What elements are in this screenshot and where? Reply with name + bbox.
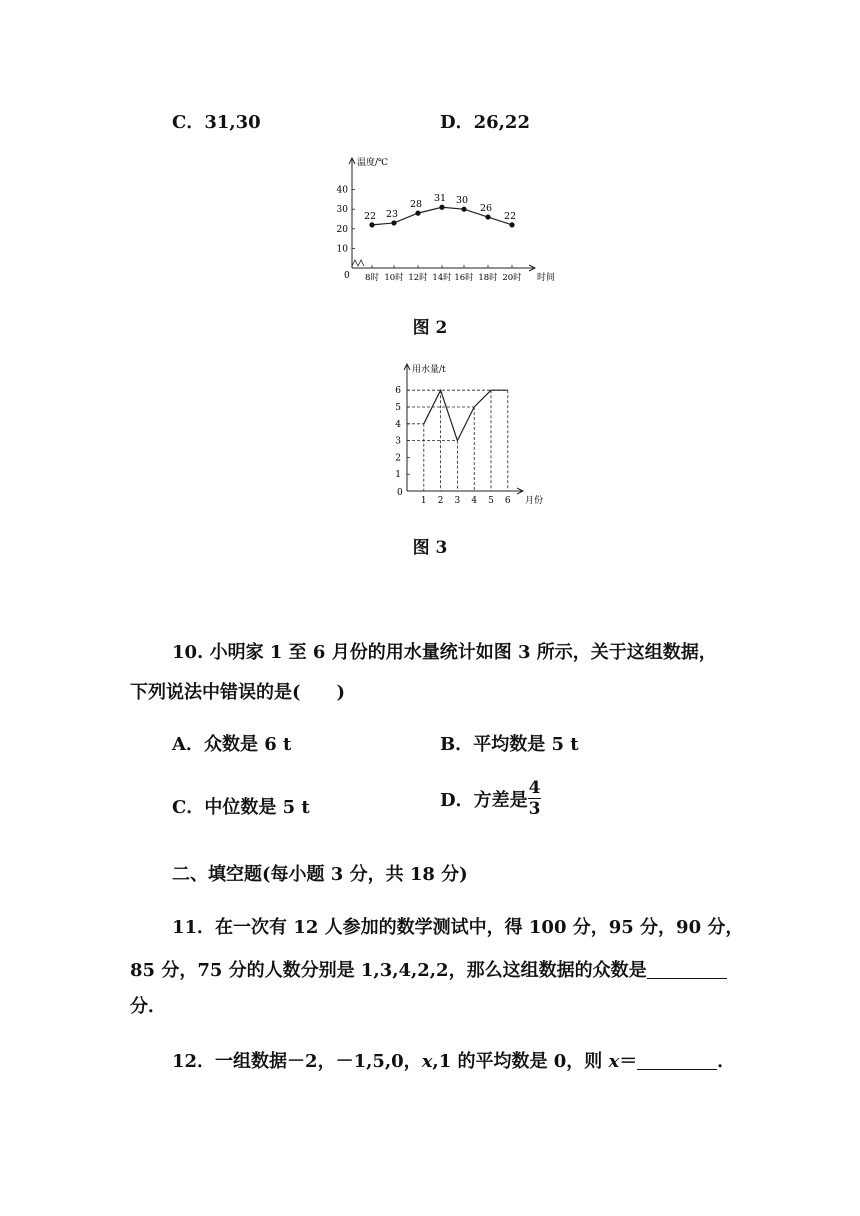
fraction-numerator: 4 <box>528 778 541 798</box>
x-tick-label: 20时 <box>502 273 522 283</box>
fraction-4-3 <box>528 780 542 818</box>
data-label: 22 <box>363 210 377 222</box>
data-label: 28 <box>409 199 423 211</box>
answer-blank-12[interactable] <box>637 1051 717 1070</box>
question-12 <box>172 1047 735 1073</box>
water-usage-chart <box>385 358 565 508</box>
question-11-line1: 11．在一次有 12 人参加的数学测试中，得 100 分，95 分，90 分， <box>172 917 744 938</box>
data-point <box>391 220 396 225</box>
q12-middle: ,1 的平均数是 0，则 <box>432 1051 609 1072</box>
x-tick-label: 18时 <box>478 273 498 283</box>
data-point <box>485 214 490 219</box>
q12-prefix: 12．一组数据－2，－1,5,0， <box>172 1051 422 1072</box>
data-label: 30 <box>455 195 469 207</box>
var-x: x <box>421 1051 433 1072</box>
axis-break-mark <box>352 260 364 266</box>
data-point <box>439 205 444 210</box>
q10-option-a: A．众数是 6 t <box>172 734 292 755</box>
q10-option-d <box>440 780 541 818</box>
x-tick-label: 16时 <box>454 273 474 283</box>
water-usage-series-line <box>424 390 508 440</box>
x-tick-label: 5 <box>488 496 494 506</box>
y-tick-label: 2 <box>395 453 401 464</box>
option-c: C．31,30 <box>172 112 261 133</box>
x-axis-label: 月份 <box>525 496 544 506</box>
var-x-2: x <box>608 1051 620 1072</box>
y-axis-label: 用水量/t <box>412 365 446 375</box>
origin-label: 0 <box>397 488 403 498</box>
fraction-denominator: 3 <box>528 799 541 819</box>
question-10-line2: 下列说法中错误的是( ) <box>130 682 346 703</box>
option-d: D．26,22 <box>440 112 530 133</box>
x-tick-label: 8时 <box>365 273 379 283</box>
y-tick-label: 40 <box>336 185 348 196</box>
question-11-line3: 分． <box>130 996 166 1017</box>
y-tick-label: 1 <box>395 470 401 481</box>
y-tick-label: 30 <box>336 205 348 216</box>
q10-option-b: B．平均数是 5 t <box>440 734 579 755</box>
y-tick-label: 5 <box>395 403 401 413</box>
data-point <box>369 222 374 227</box>
x-axis-label: 时间 <box>537 273 556 283</box>
data-label: 26 <box>479 203 493 215</box>
temperature-chart <box>330 150 590 290</box>
x-tick-label: 4 <box>471 496 478 506</box>
data-label: 31 <box>433 193 447 205</box>
data-point <box>461 207 466 212</box>
question-10-line1: 10. 小明家 1 至 6 月份的用水量统计如图 3 所示，关于这组数据， <box>172 642 717 663</box>
x-tick-label: 10时 <box>384 273 404 283</box>
x-tick-label: 2 <box>437 496 444 506</box>
x-tick-label: 3 <box>454 496 461 506</box>
data-point <box>415 211 420 216</box>
question-11-line2-text: 85 分，75 分的人数分别是 1,3,4,2,2，那么这组数据的众数是 <box>130 960 647 981</box>
x-tick-label: 12时 <box>408 273 428 283</box>
y-tick-label: 10 <box>336 244 348 255</box>
y-axis-label: 温度/℃ <box>357 158 389 168</box>
x-tick-label: 14时 <box>432 273 452 283</box>
q12-end: ． <box>717 1051 736 1072</box>
q10-option-c: C．中位数是 5 t <box>172 797 310 818</box>
y-tick-label: 3 <box>395 436 401 447</box>
y-tick-label: 6 <box>395 386 401 397</box>
data-label: 22 <box>503 210 517 222</box>
x-tick-label: 6 <box>504 496 511 506</box>
data-label: 23 <box>385 208 399 220</box>
equals-sign: ＝ <box>619 1051 638 1072</box>
x-tick-label: 1 <box>420 496 427 506</box>
answer-blank-11[interactable] <box>647 960 727 979</box>
section-title: 二、填空题(每小题 3 分，共 18 分) <box>172 864 468 885</box>
y-tick-label: 20 <box>336 224 348 235</box>
origin-label: 0 <box>344 271 350 281</box>
figure-3-caption: 图 3 <box>412 538 448 558</box>
data-point <box>509 222 514 227</box>
figure-2-caption: 图 2 <box>412 318 448 338</box>
y-tick-label: 4 <box>395 419 401 430</box>
q10-option-d-label: D．方差是 <box>440 790 528 811</box>
question-11-line2 <box>130 956 727 982</box>
